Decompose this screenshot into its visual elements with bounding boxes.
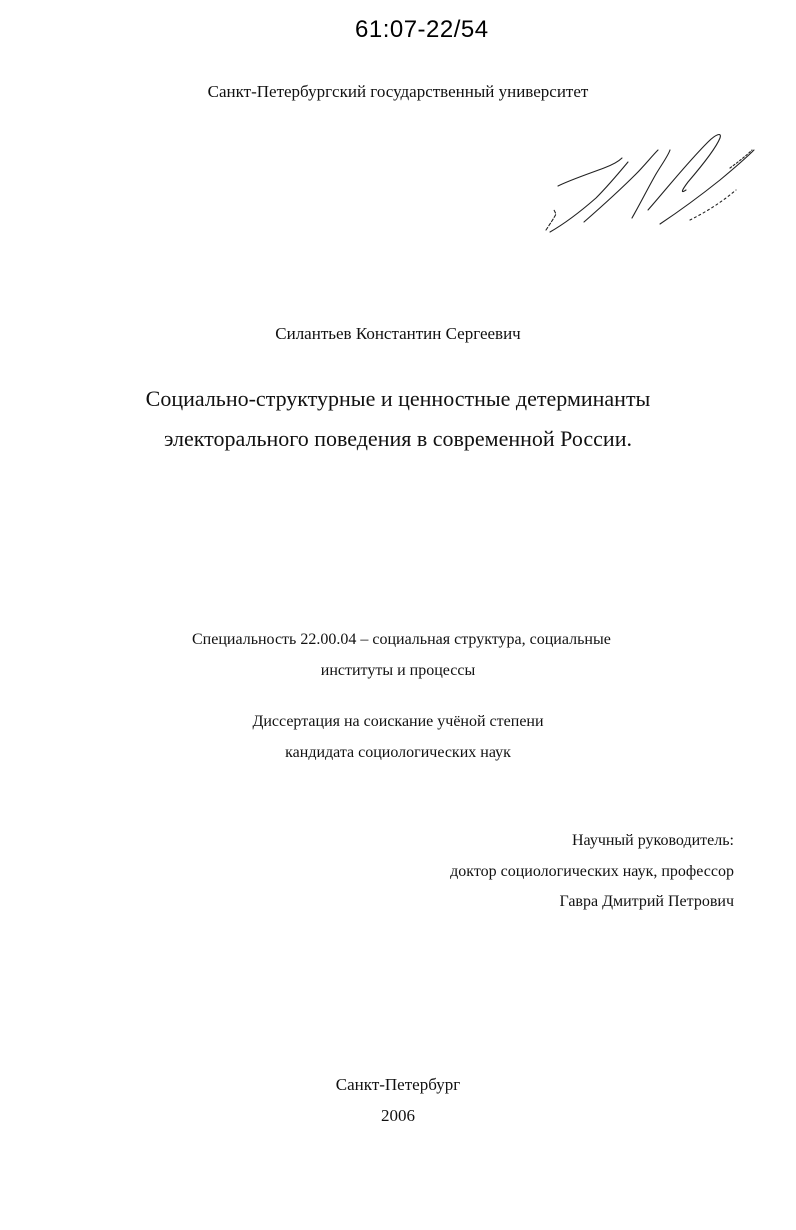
specialty-line-2: институты и процессы [320,662,476,679]
author-name: Силантьев Константин Сергеевич [275,324,521,343]
dissertation-degree-line-2: кандидата социологических наук [285,744,511,761]
advisor-degree: доктор социологических наук, профессор [450,863,734,880]
university-name: Санкт-Петербургский государственный университет [207,82,589,101]
city: Санкт-Петербург [335,1075,461,1094]
advisor-heading: Научный руководитель: [571,832,734,849]
catalog-code: 61:07-22/54 [355,16,489,43]
dissertation-title-line-2: электорального поведения в современной России. [164,426,632,451]
handwritten-signature [540,128,760,240]
dissertation-title-line-1: Социально-структурные и ценностные детерминанты [145,386,651,411]
dissertation-degree-line-1: Диссертация на соискание учёной степени [252,713,544,730]
advisor-name: Гавра Дмитрий Петрович [559,893,734,910]
specialty-line-1: Специальность 22.00.04 – социальная структура, социальные [192,631,611,648]
year: 2006 [381,1106,415,1125]
